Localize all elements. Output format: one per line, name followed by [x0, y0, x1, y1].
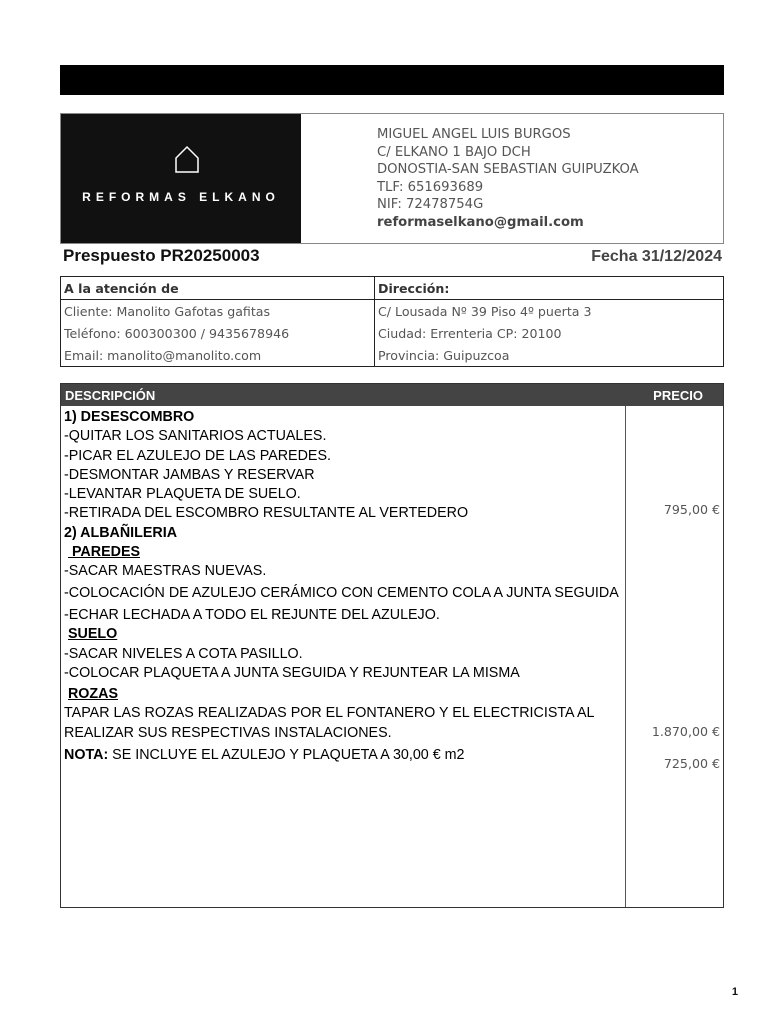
company-header — [60, 113, 724, 244]
item-line: -ECHAR LECHADA A TODO EL REJUNTE DEL AZULEJO. — [64, 606, 440, 623]
client-name: Cliente: Manolito Gafotas gafitas — [61, 300, 375, 323]
item-line: -PICAR EL AZULEJO DE LAS PAREDES. — [64, 447, 331, 464]
section-heading: 1) DESESCOMBRO — [64, 409, 195, 425]
company-nif: NIF: 72478754G — [377, 197, 484, 213]
item-line: -RETIRADA DEL ESCOMBRO RESULTANTE AL VERTEDERO — [64, 505, 469, 522]
company-email: reformaselkano@gmail.com — [377, 214, 584, 230]
item-line: -LEVANTAR PLAQUETA DE SUELO. — [64, 486, 301, 503]
price-albanileria: 1.870,00 € — [651, 724, 720, 739]
item-line: -DESMONTAR JAMBAS Y RESERVAR — [64, 466, 315, 483]
company-logo — [61, 114, 301, 243]
price-material-note: 725,00 € — [663, 756, 720, 771]
price-desescombro: 795,00 € — [663, 502, 720, 517]
price-column-header: PRECIO — [653, 388, 703, 403]
company-address-line1: C/ ELKANO 1 BAJO DCH — [377, 144, 531, 160]
item-line: -SACAR MAESTRAS NUEVAS. — [64, 563, 267, 580]
item-line: -SACAR NIVELES A COTA PASILLO. — [64, 645, 303, 662]
note-line: NOTA: SE INCLUYE EL AZULEJO Y PLAQUETA A 30,00 € m2 — [64, 747, 465, 764]
item-line: -COLOCACIÓN DE AZULEJO CERÁMICO CON CEMENTO COLA A JUNTA SEGUIDA — [64, 584, 619, 601]
item-line: -COLOCAR PLAQUETA A JUNTA SEGUIDA Y REJUNTEAR LA MISMA — [64, 664, 520, 681]
description-column-header: DESCRIPCIÓN — [65, 388, 156, 403]
logo-brand-text: REFORMAS ELKANO — [82, 190, 280, 204]
quote-date: Fecha 31/12/2024 — [591, 248, 722, 265]
items-table — [60, 383, 724, 908]
column-divider — [625, 406, 626, 907]
company-name: MIGUEL ANGEL LUIS BURGOS — [377, 127, 571, 142]
client-email: Email: manolito@manolito.com — [61, 344, 375, 367]
page-number: 1 — [731, 986, 738, 998]
company-details — [377, 126, 639, 232]
company-address-line2: DONOSTIA-SAN SEBASTIAN GUIPUZKOA — [377, 162, 639, 178]
client-phone: Teléfono: 600300300 / 9435678946 — [61, 322, 375, 344]
item-line: TAPAR LAS ROZAS REALIZADAS POR EL FONTANERO Y EL ELECTRICISTA AL REALIZAR SUS RESPECTIVAS INSTALACIONES. — [64, 705, 594, 741]
client-city: Ciudad: Errenteria CP: 20100 — [375, 322, 724, 344]
house-icon — [174, 144, 200, 174]
items-description — [64, 408, 624, 765]
subsection-heading: SUELO — [67, 626, 118, 643]
items-table-header — [61, 384, 723, 406]
item-line: -QUITAR LOS SANITARIOS ACTUALES. — [64, 428, 327, 445]
subsection-heading: ROZAS — [67, 686, 119, 703]
top-black-bar — [60, 65, 724, 95]
address-header: Dirección: — [375, 277, 724, 300]
section-heading: 2) ALBAÑILERIA — [64, 524, 178, 541]
subsection-heading: PAREDES — [67, 544, 141, 561]
client-province: Provincia: Guipuzcoa — [375, 344, 724, 367]
attention-header: A la atención de — [61, 277, 375, 300]
client-info-table — [60, 276, 724, 367]
company-phone: TLF: 651693689 — [377, 179, 484, 195]
client-street: C/ Lousada Nº 39 Piso 4º puerta 3 — [375, 300, 724, 323]
quote-title: Prespuesto PR20250003 — [63, 246, 260, 265]
